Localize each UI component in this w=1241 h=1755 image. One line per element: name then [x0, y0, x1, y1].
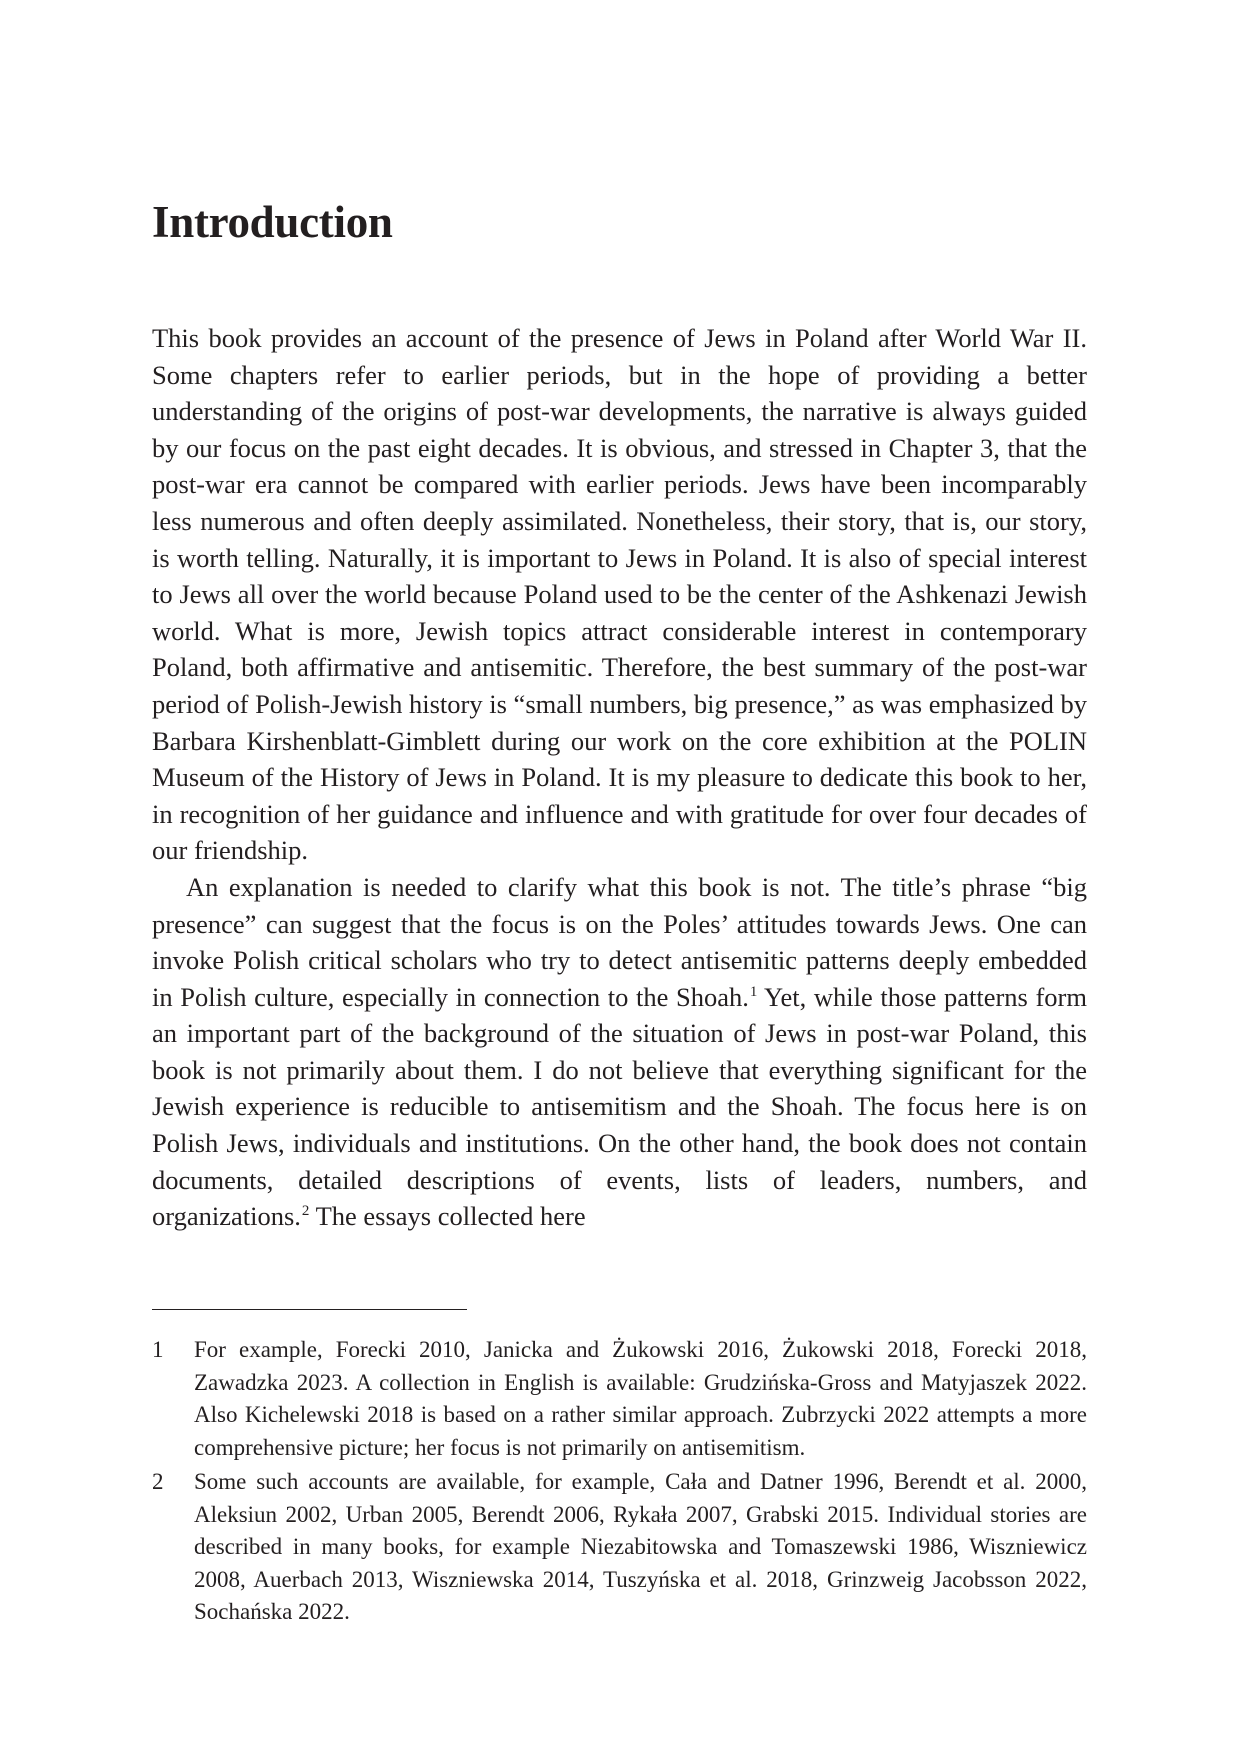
paragraph-1: This book provides an account of the presence of Jews in Poland after World War II. Some chapters refer to earlier periods, but in the hope of providing a better understanding of the origins of post-war developments, the narrative is always guided by our focus on the past eight decades. It is obvious, and stressed in Chapter 3, that the post-war era cannot be compared with earlier periods. Jews have been incomparably less numerous and often deeply assimilated. Nonetheless, their story, that is, our story, is worth telling. Naturally, it is important to Jews in Poland. It is also of special interest to Jews all over the world because Poland used to be the center of the Ashkenazi Jewish world. What is more, Jewish topics attract considerable interest in contemporary Poland, both affirmative and antisemitic. Therefore, the best summary of the post-war period of Polish-Jewish history is “small numbers, big presence,” as was emphasized by Barbara Kirshenblatt-Gimblett during our work on the core exhibition at the POLIN Museum of the History of Jews in Poland. It is my pleasure to dedicate this book to her, in recognition of her guidance and influence and with gratitude for over four decades of our friendship. [152, 323, 1087, 866]
paragraph-2-part-3: The essays collected here [309, 1201, 586, 1232]
footnote-ref-2[interactable]: 2 [301, 1203, 310, 1220]
paragraph-2-part-1: An explanation is needed to clarify what this book is not. The title’s phrase “big presence” can suggest that the focus is on the Poles’ attitudes towards Jews. One can invoke Polish critical scholars who try to detect antisemitic patterns deeply embedded in Polish culture, especially in connection to the Shoah. [152, 871, 1087, 1012]
paragraph-2-part-2: Yet, while those patterns form an important part of the background of the situation of Jews in post-war Poland, this book is not primarily about them. I do not believe that everything significant for the Jewish experience is reducible to antisemitism and the Shoah. The focus here is on Polish Jews, individuals and institutions. On the other hand, the book does not contain documents, detailed descriptions of events, lists of leaders, numbers, and organizations. [152, 981, 1087, 1232]
footnote-2 [152, 1466, 1087, 1629]
footnote-text: Some such accounts are available, for example, Cała and Datner 1996, Berendt et al. 2000, Aleksiun 2002, Urban 2005, Berendt 2006, Rykała 2007, Grabski 2015. Individual stories are described in many books, for example Niezabitowska and Tomaszewski 1986, Wiszniewicz 2008, Auerbach 2013, Wiszniewska 2014, Tuszyńska et al. 2018, Grinzweig Jacobsson 2022, Sochańska 2022. [194, 1469, 1087, 1624]
footnote-divider [152, 1309, 467, 1310]
footnote-number: 1 [152, 1337, 164, 1362]
footnote-number: 2 [152, 1469, 164, 1494]
footnote-ref-1[interactable]: 1 [749, 983, 758, 1000]
paragraph-2 [152, 869, 1087, 1235]
footnote-1 [152, 1334, 1087, 1464]
body-text [152, 320, 1087, 1235]
footnote-text: For example, Forecki 2010, Janicka and Żukowski 2016, Żukowski 2018, Forecki 2018, Zawadzka 2023. A collection in English is available: Grudzińska-Gross and Matyjaszek 2022. Also Kichelewski 2018 is based on a rather similar approach. Zubrzycki 2022 attempts a more comprehensive picture; her focus is not primarily on antisemitism. [194, 1337, 1087, 1460]
chapter-heading: Introduction [152, 197, 393, 247]
footnotes [152, 1334, 1087, 1631]
